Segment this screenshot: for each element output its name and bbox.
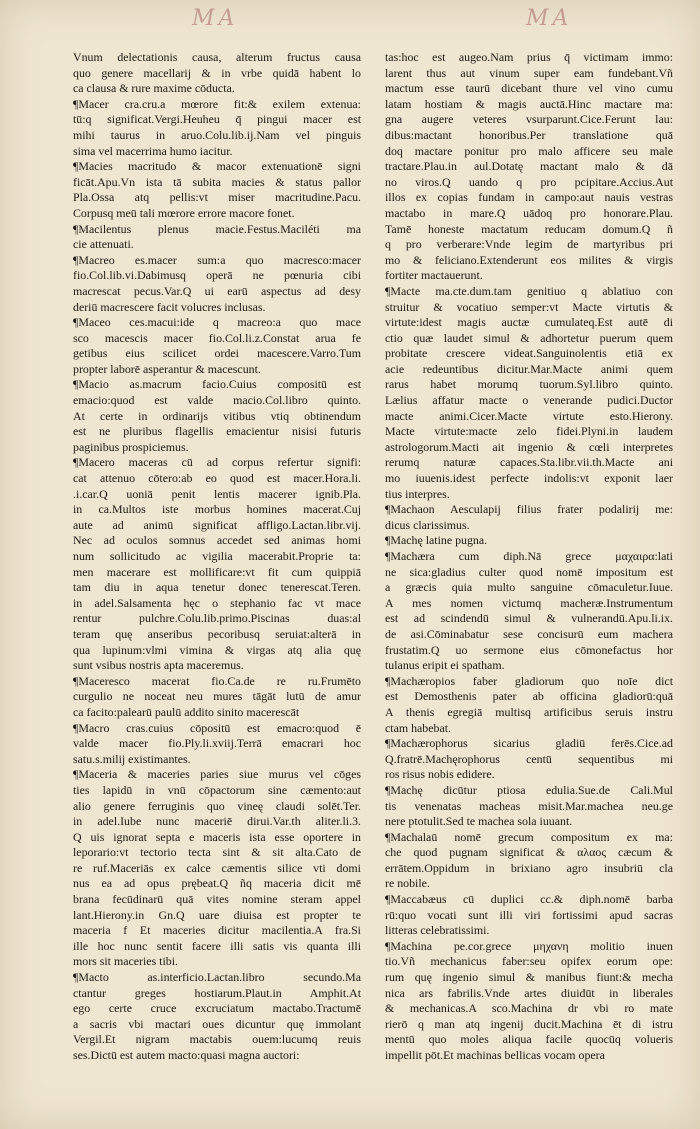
text-line: mors sit maceries tibi. xyxy=(73,954,179,969)
text-line: tractare.Plau.in aul.Dotatę mactant malo & dā xyxy=(385,159,673,174)
text-line: tis venenatas macheas misit.Mar.machea neu.ge xyxy=(385,798,673,813)
text-line: ne sica:gladius culter quod nomē impositum est xyxy=(385,564,673,579)
text-line: ¶Machę dicūtur ptiosa edulia.Sue.de Cali.Mul xyxy=(385,782,673,797)
text-line: a sacris vbi mactari oues dicuntur quę immolant xyxy=(73,1016,361,1031)
text-line: valde macer fio.Ply.li.xviij.Terrā emacrari hoc xyxy=(73,736,361,751)
text-line: leporario:vt tectorio tecta sint & sit alta.Cato de xyxy=(73,845,361,860)
text-line: in ca.Multos iste morbus homines macerat.Cuj xyxy=(73,502,361,517)
text-line: no viros.Q uando q pro pcipitare.Accius.Aut xyxy=(385,174,673,189)
text-line: ros risus nobis edidere. xyxy=(385,767,495,782)
text-line: mo iuuenis.idest perfecte indolis:vt exponit laer xyxy=(385,471,673,486)
text-line: rentur pulchre.Colu.lib.primo.Piscinas duas:al xyxy=(73,611,361,626)
text-line: maceria f Et maceries dicitur macilentia.A fra.Si xyxy=(73,923,361,938)
text-line: virtute:idest magis auctæ cumulateq.Est autē di xyxy=(385,315,673,330)
text-line: impellit pōt.Et machinas bellicas vocam opera xyxy=(385,1048,605,1062)
text-line: lant.Hierony.in Gn.Q uare diuisa est propter te xyxy=(73,907,361,922)
text-line: nere ptotulit.Sed te machea sola iuuant. xyxy=(385,814,573,829)
text-line: A thenis egregiā multisq artificibus seruis instru xyxy=(385,704,673,719)
text-line: probitate crescere videat.Sanguinolentis etiā ex xyxy=(385,346,673,361)
text-line: Macte virtute:macte zelo fidei.Plyni.in laudem xyxy=(385,424,673,439)
running-head-right: MA xyxy=(526,6,573,31)
text-line: paginibus prospiciemus. xyxy=(73,439,189,454)
text-line: ¶Maceria & maceries paries siue murus vel cōges xyxy=(73,767,361,782)
text-line: ctam habebat. xyxy=(385,720,452,735)
text-line: ties lapidū in vnū cōpactorum sine cæmento:aut xyxy=(73,782,361,797)
text-line: doq mactare ponitur pro malo afficere seu male xyxy=(385,143,673,158)
text-line: ficāt.Apu.Vn ista tā subita macies & status pallor xyxy=(73,174,361,189)
text-line: alio genere ferruginis quo vineę claudi solēt.Ter. xyxy=(73,798,361,813)
text-line: ¶Machę latine pugna. xyxy=(385,533,488,548)
text-line: re ruf.Maceriās ex calce cæmentis silice vti domi xyxy=(73,860,361,875)
text-line: ¶Macte ma.cte.dum.tam genitiuo q ablatiuo con xyxy=(385,283,673,298)
text-line: ego certe cruce excruciatum mactabo.Tractumē xyxy=(73,1001,361,1016)
text-line: est ad scindendū simul & vulnerandū.Apu.li.ix. xyxy=(385,611,673,626)
text-line: ¶Machærophorus sicarius gladiū ferēs.Cice.ad xyxy=(385,736,673,751)
text-line: rū:quo vocati sunt illi viri fortissimi apud sacras xyxy=(385,907,673,922)
text-line: a græcis quia multo sanguine cōmaculetur.Iuue. xyxy=(385,580,673,595)
text-line: errātem.Oppidum in brixiano agro insubriū cla xyxy=(385,860,673,875)
text-line: quo genere macellarij & in vrbe quidā habent lo xyxy=(73,65,361,80)
text-line: ¶Maceresco macerat fio.Ca.de re ru.Frumēto xyxy=(73,673,361,688)
text-line: ¶Machina pe.cor.grece μηχανη molitio inuen xyxy=(385,938,673,953)
text-line: ¶Macer cra.cru.a mœrore fit:& exilem extenua: xyxy=(73,96,361,111)
text-line: est ne pluribus flagellis emacientur nisisi futuris xyxy=(73,424,361,439)
text-line: ctio quæ laudet simul & adhortetur puerum quem xyxy=(385,330,673,345)
text-line: tas:hoc est augeo.Nam prius q̄ victimam immo: xyxy=(385,50,673,64)
text-line: illos ex copias fundam in campo:aut nauis vestras xyxy=(385,190,673,205)
text-line: ¶Macio as.macrum facio.Cuius compositū est xyxy=(73,377,361,392)
text-line: in adel.Salsamenta hęc o stephanio fac vt mace xyxy=(73,595,361,610)
text-line: tam diu in aqua tenetur donec tenerescat.Teren. xyxy=(73,580,361,595)
text-line: propter laborē asperantur & macescunt. xyxy=(73,361,261,376)
text-line: Q uis ignorat septa e maceris ista esse oportere in xyxy=(73,829,361,844)
text-line: nus ea ad opus prębeat.Q ñq maceria dicit mē xyxy=(73,876,361,891)
left-column xyxy=(73,50,361,1064)
text-line: mentū quo moles aliqua facile quocūq volueris xyxy=(385,1032,673,1047)
text-line: mactum esse taurū dicebant thure vel vino cumu xyxy=(385,81,673,96)
text-line: ¶Macro cras.cuius cōpositū est emacro:quod ē xyxy=(73,720,361,735)
text-line: Lælius affatur macte o venerande pudici.Ductor xyxy=(385,393,673,408)
text-line: num sollicitudo ac vigilia macerabit.Proprie ta: xyxy=(73,549,361,563)
text-line: cat attenuo cōtero:ab eo quod est macer.Hora.li. xyxy=(73,471,361,486)
text-line: q pro verberare:Vnde legim de martyribus pri xyxy=(385,237,673,252)
text-line: tū:q significat.Vergi.Heuheu q̄ pingui macer est xyxy=(73,112,361,127)
text-line: struitur & vocatiuo semper:vt Macte virtutis & xyxy=(385,299,673,314)
text-line: litteras celebratissimi. xyxy=(385,923,490,938)
text-line: latam hostiam & magis auctā.Hinc mactare ma: xyxy=(385,96,673,111)
text-line: cie attenuati. xyxy=(73,237,134,252)
text-line: ses.Dictū est autem macto:quasi magna auctori: xyxy=(73,1048,300,1062)
text-line: Vergil.Et nigram mactabis ouem:lucumq reuis xyxy=(73,1032,361,1047)
text-line: ¶Machaon Aesculapij filius frater podalirij me: xyxy=(385,502,673,517)
text-line: ¶Macies macritudo & macor extenuationē signi xyxy=(73,159,361,174)
text-line: sunt vsibus nostris apta maceremus. xyxy=(73,658,244,673)
text-line: & mechanicas.A sco.Machina dr vbi ro mate xyxy=(385,1001,673,1016)
text-line: satu.s.milij existimantes. xyxy=(73,751,191,766)
text-line: At certe in ordinarijs vitibus vtiq obtinendum xyxy=(73,408,361,423)
text-line: .i.car.Q uoniā penit lentis macerer ignib.Pla. xyxy=(73,486,361,501)
text-line: ¶Machæropios faber gladiorum quo noīe dict xyxy=(385,673,673,688)
text-line: Tamē honeste mactatum reducam domum.Q ñ xyxy=(385,221,673,236)
text-line: mo & feliciano.Extenderunt eos milites & virgis xyxy=(385,252,673,267)
text-line: ¶Machalaū nomē grecum compositum ex ma: xyxy=(385,829,673,844)
text-line: fio.Col.lib.vi.Dabimusq operā ne pœnuria cibi xyxy=(73,268,361,283)
text-line: acie redeuntibus dicitur.Mar.Macte animi quem xyxy=(385,361,673,376)
text-line: ¶Machæra cum diph.Nā grece μαχαιρα:lati xyxy=(385,549,673,563)
text-line: frustatim.Q uo sermone eius cōmonefactus hor xyxy=(385,642,673,657)
text-line: de asi.Cōminabatur sese concisurū eum machera xyxy=(385,626,673,641)
text-line: emacio:quod est valde macio.Col.libro quinto. xyxy=(73,393,361,408)
text-line: sco macescis macer fio.Col.li.z.Constat arua fe xyxy=(73,330,361,345)
text-line: mactabo in mare.Q uādoq pro honorare.Plau. xyxy=(385,205,673,220)
text-line: ¶Macilentus plenus macie.Festus.Maciléti ma xyxy=(73,221,361,236)
text-line: dicus clarissimus. xyxy=(385,517,470,532)
text-line: Corpusq meū tali mœrore errore macore fonet. xyxy=(73,205,295,220)
text-line: astrologorum.Macti ait ingenio & cœli interpretes xyxy=(385,439,673,454)
text-line: ¶Maceo ces.macui:ide q macreo:a quo mace xyxy=(73,315,361,330)
text-line: ille hoc nunc sentit facere illi satis vis quanta illi xyxy=(73,938,361,953)
text-line: aute ad animū significat affligo.Lactan.libr.vij. xyxy=(73,517,361,532)
text-line: nica ars fabrilis.Vnde artes diuidūt in liberales xyxy=(385,985,673,1000)
text-line: ¶Macto as.interficio.Lactan.libro secundo.Ma xyxy=(73,970,361,985)
text-line: in adel.Iube nunc maceriē dirui.Var.th aliter.li.3. xyxy=(73,814,361,829)
text-line: dibus:mactant honoribus.Per translatione quā xyxy=(385,127,673,142)
text-line: brana fecūdinarū quā vites nomine steram appel xyxy=(73,892,361,907)
text-line: macte animi.Cicer.Macte virtute esto.Hierony. xyxy=(385,408,673,423)
text-line: deriū macrescere facit volucres inclusas. xyxy=(73,299,266,314)
text-line: macrescat pecus.Var.Q ui earū aspectus ad desy xyxy=(73,283,361,298)
text-line: ctantur greges hostiarum.Plaut.in Amphit.At xyxy=(73,985,361,1000)
text-line: tio.Vñ mechanicus faber:seu opifex eorum ope: xyxy=(385,954,673,969)
text-line: teram quę anseribus pecoribusq seruiat:alterā in xyxy=(73,626,361,641)
text-line: re nobile. xyxy=(385,876,430,891)
text-line: rerumq naturæ capaces.Sta.libr.vii.th.Macte ani xyxy=(385,455,673,470)
text-line: ¶Macero maceras cū ad corpus refertur signifi: xyxy=(73,455,361,470)
text-line: ¶Macreo es.macer sum:a quo macresco:macer xyxy=(73,252,361,267)
text-line: A mes nomen victumq macheræ.Instrumentum xyxy=(385,595,673,610)
text-line: est Demosthenis pater ab officina gladiorū:quā xyxy=(385,689,673,704)
text-line: Pla.Ossa atq pellis:vt miser macritudine.Pacu. xyxy=(73,190,361,205)
text-line: che quod pugnam significat & αλαος cæcum & xyxy=(385,845,673,860)
text-line: rarus habet morumq tuorum.Syl.libro quinto. xyxy=(385,377,673,392)
text-line: ca facito:palearū paulū addito sinito macerescāt xyxy=(73,704,300,719)
text-line: rum quę ingenio simul & manibus fiunt:& mecha xyxy=(385,970,673,985)
right-column xyxy=(385,50,673,1064)
text-line: sima vel macerrima humo iacitur. xyxy=(73,143,233,158)
text-line: tius interpres. xyxy=(385,486,450,501)
running-head-left: MA xyxy=(192,6,239,31)
text-line: ¶Maccabæus cū duplici cc.& diph.nomē barba xyxy=(385,892,673,907)
text-line: getibus eius scilicet ordei macescere.Varro.Tum xyxy=(73,346,361,361)
text-line: ca clausa & rure maxime cōducta. xyxy=(73,81,235,96)
text-line: qua lupinum:vlmi vimina & virgas atq alia quę xyxy=(73,642,361,657)
text-line: Q.fratrē.Machęrophorus centū sequentibus mi xyxy=(385,751,673,766)
text-line: rierō q man atq ingenij ducit.Machina ēt di istru xyxy=(385,1016,673,1031)
text-line: tulanus eripit ei spatham. xyxy=(385,658,505,673)
text-line: larent thus aut vinum super eam fundebant.Vñ xyxy=(385,65,673,80)
text-line: Nec ad oculos somnus accedet sed animas homi xyxy=(73,533,361,548)
text-line: men macerare est mollificare:vt fit cum quippiā xyxy=(73,564,361,579)
text-line: fortiter mactauerunt. xyxy=(385,268,483,283)
text-line: Vnum delectationis causa, alterum fructus causa xyxy=(73,50,361,64)
text-line: curgulio ne noceat neu mures tāgāt lutū de amur xyxy=(73,689,361,704)
text-line: gna augere veteres vsurparunt.Cice.Ferunt lau: xyxy=(385,112,673,127)
text-line: mihi taurus in aruo.Colu.lib.ij.Nam vel pinguis xyxy=(73,127,361,142)
